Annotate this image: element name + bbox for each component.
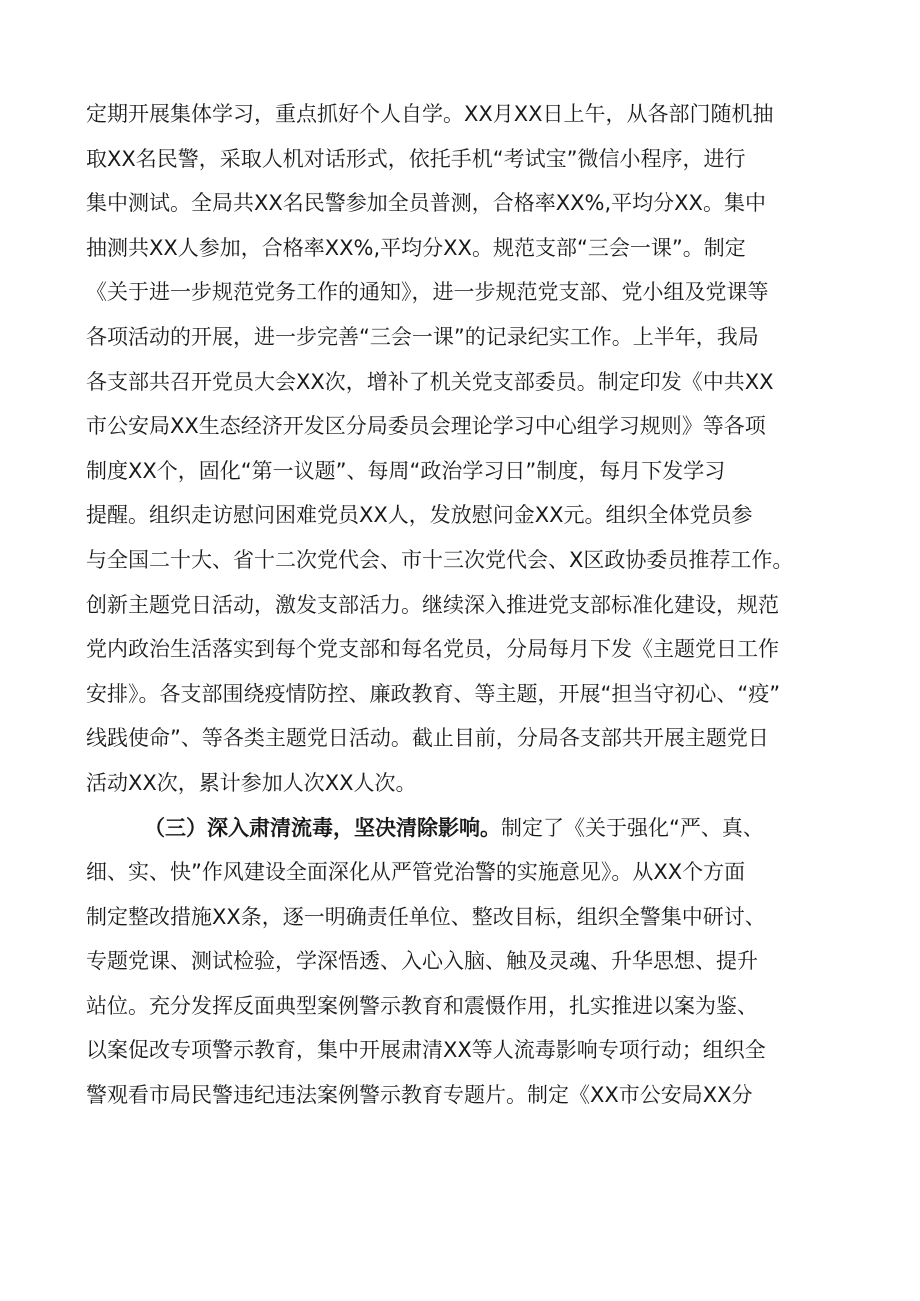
text-line: 制定整改措施XX条，逐一明确责任单位、整改目标，组织全警集中研讨、: [86, 904, 766, 929]
text-line: 各支部共召开党员大会XX次，增补了机关党支部委员。制定印发《中共XX: [86, 369, 774, 394]
text-line: 定期开展集体学习，重点抓好个人自学。XX月XX日上午，从各部门随机抽: [86, 102, 774, 126]
text-line: 创新主题党日活动，激发支部活力。继续深入推进党支部标准化建设，规范: [86, 592, 779, 617]
paragraph-eliminate-influence: [86, 806, 856, 1118]
text-line: 线践使命”、等各类主题党日活动。截止目前，分局各支部共开展主题党日: [86, 726, 769, 751]
text-line: 抽测共XX人参加，合格率XX%,平均分XX。规范支部“三会一课”。制定: [86, 235, 746, 260]
text-line: 各项活动的开展，进一步完善“三会一课”的记录纪实工作。上半年，我局: [86, 324, 759, 349]
text-line: 党内政治生活落实到每个党支部和每名党员，分局每月下发《主题党日工作: [86, 637, 779, 662]
paragraph-party-study: [86, 92, 856, 806]
text-line: 市公安局XX生态经济开发区分局委员会理论学习中心组学习规则》等各项: [86, 414, 766, 439]
section-heading: （三）深入肃清流毒，坚决清除影响。: [144, 815, 501, 840]
text-line: 与全国二十大、省十二次党代会、市十三次党代会、X区政协委员推荐工作。: [86, 547, 794, 572]
text-line: 活动XX次，累计参加人次XX人次。: [86, 770, 417, 795]
text-line: 提醒。组织走访慰问困难党员XX人，发放慰问金XX元。组织全体党员参: [86, 503, 753, 528]
text-line: 安排》。各支部围绕疫情防控、廉政教育、等主题，开展“担当守初心、“疫”: [86, 681, 781, 706]
text-line: 警观看市局民警违纪违法案例警示教育专题片。制定《XX市公安局XX分: [86, 1083, 753, 1108]
text-line: 《关于进一步规范党务工作的通知》，进一步规范党支部、党小组及党课等: [86, 280, 769, 305]
text-line: 细、实、快”作风建设全面深化从严管党治警的实施意见》。从XX个方面: [86, 860, 746, 885]
document-body: [86, 92, 856, 1118]
heading-line-rest: 制定了《关于强化“严、真、: [501, 815, 764, 840]
text-line: 制度XX个，固化“第一议题”、每周“政治学习日”制度，每月下发学习: [86, 458, 726, 483]
text-line: 专题党课、测试检验，学深悟透、入心入脑、触及灵魂、升华思想、提升: [86, 949, 758, 974]
text-line: 集中测试。全局共XX名民警参加全员普测，合格率XX%,平均分XX。集中: [86, 191, 766, 216]
text-line: 取XX名民警，采取人机对话形式，依托手机“考试宝”微信小程序，进行: [86, 146, 746, 171]
text-line: 站位。充分发挥反面典型案例警示教育和震慑作用，扎实推进以案为鉴、: [86, 993, 758, 1018]
text-line: 以案促改专项警示教育，集中开展肃清XX等人流毒影响专项行动；组织全: [86, 1038, 766, 1063]
section-heading-line: [86, 806, 856, 851]
